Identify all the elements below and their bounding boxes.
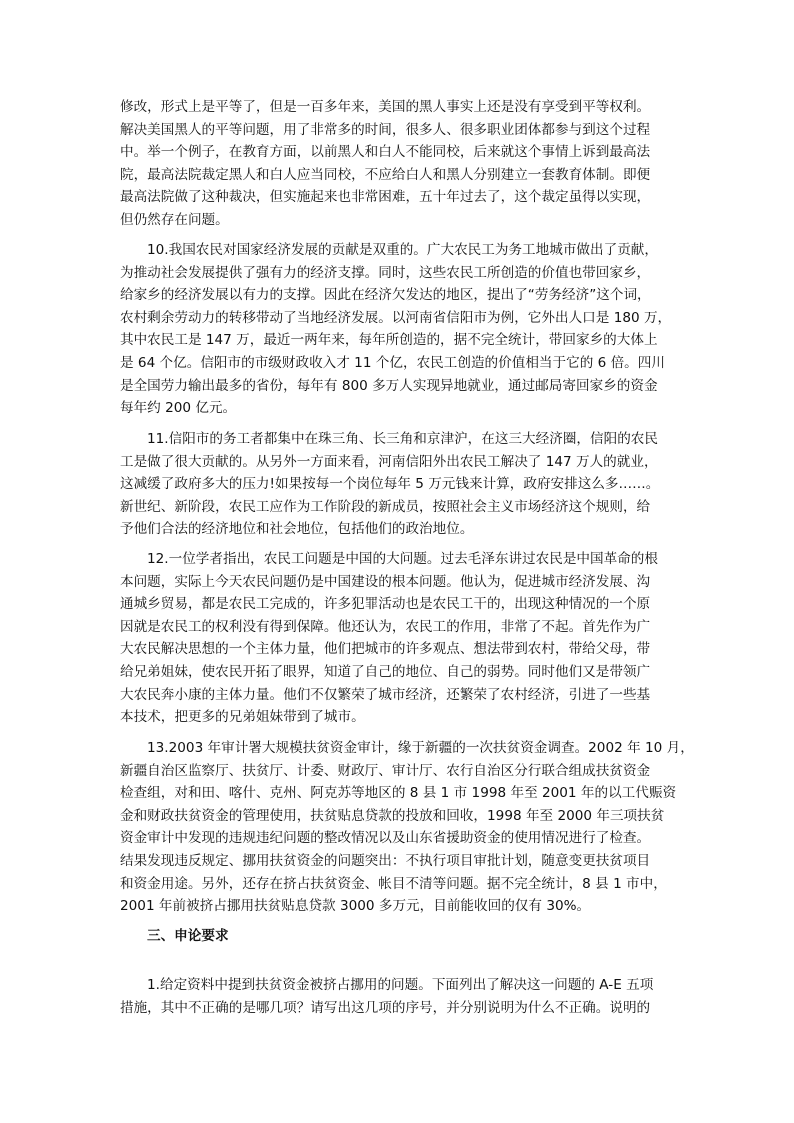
text-line: 措施，其中不正确的是哪几项？请写出这几项的序号，并分别说明为什么不正确。说明的	[120, 999, 651, 1016]
text-line: 解决美国黑人的平等问题，用了非常多的时间，很多人、很多职业团体都参与到这个过程	[120, 121, 651, 138]
question-1	[120, 974, 680, 1019]
text-line: 检查组，对和田、喀什、克州、阿克苏等地区的 8 县 1 市 1998 年至 2001 年的以工代赈资	[120, 785, 677, 802]
text-line: 是全国劳力输出最多的省份，每年有 800 多万人实现异地就业，通过邮局寄回家乡的资金	[120, 377, 658, 394]
text-line: 农村剩余劳动力的转移带动了当地经济发展。以河南省信阳市为例，它外出人口是 180 万，	[120, 309, 672, 326]
text-line: 11.信阳市的务工者都集中在珠三角、长三角和京津沪，在这三大经济圈，信阳的农民	[147, 431, 658, 447]
text-line: 大农民解决思想的一个主体力量，他们把城市的许多观点、想法带到农村，带给父母，带	[120, 641, 651, 658]
text-line: 因就是农民工的权利没有得到保障。他还认为，农民工的作用，非常了不起。首先作为广	[120, 618, 651, 635]
text-line: 和资金用途。另外，还存在挤占扶贫资金、帐目不清等问题。据不完全统计，8 县 1 市中，	[120, 875, 667, 892]
text-line: 通城乡贸易，都是农民工完成的，许多犯罪活动也是农民工干的，出现这种情况的一个原	[120, 596, 651, 613]
paragraph-11	[120, 428, 680, 541]
text-line: 13.2003 年审计署大规模扶贫资金审计，缘于新疆的一次扶贫资金调查。2002 年 10 月，	[147, 740, 694, 756]
text-line: 中。举一个例子，在教育方面，以前黑人和白人不能同校，后来就这个事情上诉到最高法	[120, 144, 651, 161]
text-line: 金和财政扶贫资金的管理使用，扶贫贴息贷款的投放和回收，1998 年至 2000 年三项扶贫	[120, 807, 665, 824]
text-line: 本技术，把更多的兄弟姐妹带到了城市。	[120, 709, 365, 726]
paragraph-13	[120, 737, 694, 918]
text-line: 新疆自治区监察厅、扶贫厅、计委、财政厅、审计厅、农行自治区分行联合组成扶贫资金	[120, 762, 651, 779]
text-line: 10.我国农民对国家经济发展的贡献是双重的。广大农民工为务工地城市做出了贡献，	[147, 242, 658, 258]
text-line: 最高法院做了这种裁决，但实施起来也非常困难，五十年过去了，这个裁定虽得以实现，	[120, 189, 651, 206]
section-heading: 三、申论要求	[147, 928, 229, 944]
paragraph-12	[120, 548, 680, 729]
text-line: 每年约 200 亿元。	[120, 400, 237, 417]
text-line: 本问题，实际上今天农民问题仍是中国建设的根本问题。他认为，促进城市经济发展、沟	[120, 573, 651, 590]
text-line: 给家乡的经济发展以有力的支撑。因此在经济欠发达的地区，提出了“劳务经济”这个词，	[120, 287, 651, 304]
text-line: 院，最高法院裁定黑人和白人应当同校，不应给白人和黑人分别建立一套教育体制。即便	[120, 166, 651, 183]
text-line: 大农民奔小康的主体力量。他们不仅繁荣了城市经济，还繁荣了农村经济，引进了一些基	[120, 686, 651, 703]
text-line: 是 64 个亿。信阳市的市级财政收入才 11 个亿，农民工创造的价值相当于它的 6 倍。四川	[120, 354, 665, 371]
paragraph-9-continuation	[120, 96, 680, 232]
text-line: 但仍然存在问题。	[120, 211, 229, 228]
text-line: 12.一位学者指出，农民工问题是中国的大问题。过去毛泽东讲过农民是中国革命的根	[147, 551, 658, 567]
text-line: 予他们合法的经济地位和社会地位，包括他们的政治地位。	[120, 521, 474, 538]
text-line: 其中农民工是 147 万，最近一两年来，每年所创造的，据不完全统计，带回家乡的大体上	[120, 332, 658, 349]
text-line: 2001 年前被挤占挪用扶贫贴息贷款 3000 多万元，目前能收回的仅有 30%。	[120, 898, 591, 915]
paragraph-10	[120, 239, 680, 420]
text-line: 修改，形式上是平等了，但是一百多年来，美国的黑人事实上还是没有享受到平等权利。	[120, 99, 651, 115]
text-line: 结果发现违反规定、挪用扶贫资金的问题突出：不执行项目审批计划，随意变更扶贫项目	[120, 852, 651, 869]
section-heading-block	[120, 925, 680, 948]
text-line: 这减缓了政府多大的压力!如果按每一个岗位每年 5 万元钱来计算，政府安排这么多……。	[120, 476, 660, 493]
text-line: 新世纪、新阶段，农民工应作为工作阶段的新成员，按照社会主义市场经济这个规则，给	[120, 498, 651, 515]
text-line: 给兄弟姐妹，使农民开拓了眼界，知道了自己的地位、自己的弱势。同时他们又是带领广	[120, 663, 651, 680]
text-line: 资金审计中发现的违规违纪问题的整改情况以及山东省援助资金的使用情况进行了检查。	[120, 830, 651, 847]
text-line: 1.给定资料中提到扶贫资金被挤占挪用的问题。下面列出了解决这一问题的 A-E 五项	[147, 977, 654, 993]
text-line: 工是做了很大贡献的。从另外一方面来看，河南信阳外出农民工解决了 147 万人的就业，	[120, 453, 658, 470]
text-line: 为推动社会发展提供了强有力的经济支撑。同时，这些农民工所创造的价值也带回家乡，	[120, 264, 651, 281]
